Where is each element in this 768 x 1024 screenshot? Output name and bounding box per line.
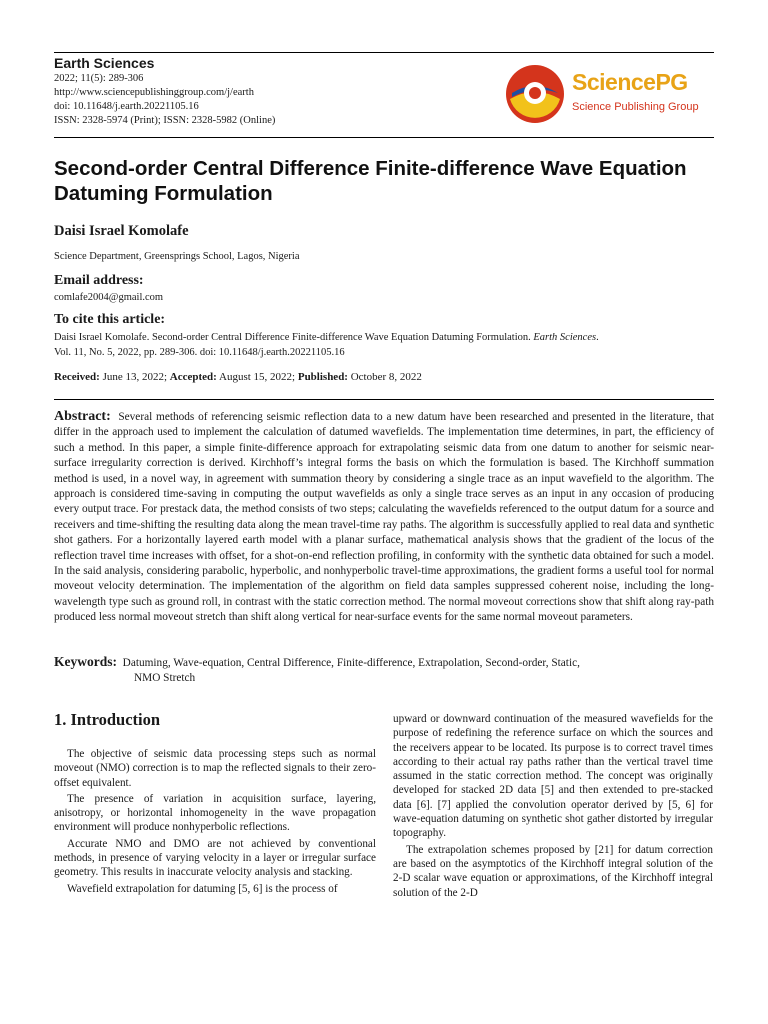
keywords-line2: NMO Stretch — [134, 672, 196, 684]
citation-line1-end: . — [596, 332, 599, 343]
abstract-rule — [54, 399, 714, 400]
article-author: Daisi Israel Komolafe — [54, 223, 189, 239]
journal-issn: ISSN: 2328-5974 (Print); ISSN: 2328-5982 (Online) — [54, 115, 276, 126]
body-paragraph: upward or downward continuation of the measured wavefields for the purpose of redefining the reference surface on which the sources and the receivers appear to be located. Its purpose is to correct travel times according to their actual ray paths rather than the vertical travel time assumed in the static correction method. The concept was originally developed for stacked 2D data [5] and then extended to pre-stacked data [6]. [7] applied the convolution operator derived by [5, 6] for wave-equation datuming on synthetic shot gather distorted by irregular topography. — [393, 713, 713, 840]
keywords-label: Keywords: — [54, 654, 117, 669]
article-dates — [54, 371, 422, 383]
body-column-left — [54, 710, 376, 896]
published-date: October 8, 2022 — [350, 371, 422, 383]
sciencepg-logo-mark-icon — [504, 63, 566, 125]
citation-journal: Earth Sciences — [533, 332, 597, 343]
journal-name: Earth Sciences — [54, 55, 155, 71]
article-title: Second-order Central Difference Finite-difference Wave Equation Datuming Formulation — [54, 157, 687, 205]
journal-url[interactable]: http://www.sciencepublishinggroup.com/j/earth — [54, 87, 254, 98]
header-rule-bottom — [54, 137, 714, 138]
accepted-label: Accepted: — [169, 371, 217, 383]
body-paragraph: The extrapolation schemes proposed by [21] for datum correction are based on the asymptotics of the Kirchhoff integral solution of the 2-D scalar wave equation or approximations, of the Kirchhoff integral solution of the 2-D — [393, 843, 713, 899]
logo-brand-name: SciencePG — [572, 69, 688, 95]
abstract-label: Abstract: — [54, 409, 111, 424]
received-label: Received: — [54, 371, 100, 383]
abstract — [54, 409, 714, 626]
citation-line1: Daisi Israel Komolafe. Second-order Central Difference Finite-difference Wave Equation Datuming Formulation. — [54, 332, 534, 343]
author-affiliation: Science Department, Greensprings School, Lagos, Nigeria — [54, 251, 300, 262]
keywords-line1: Datuming, Wave-equation, Central Difference, Finite-difference, Extrapolation, Second-order, Static, — [122, 657, 580, 669]
journal-doi: doi: 10.11648/j.earth.20221105.16 — [54, 101, 199, 112]
body-paragraph: Accurate NMO and DMO are not achieved by conventional methods, in presence of varying velocity in a layer or irregular surface geometry. This results in inaccurate velocity analysis and stacking. — [54, 837, 376, 879]
abstract-text: Several methods of referencing seismic reflection data to a new datum have been researched and presented in the literature, that differ in the approach used to implement the calculation of datumed wavefields. The implementation time determines, in part, the efficiency of such a method. In this paper, a simple finite-difference approach for extrapolating seismic data from one datum to another for seismic near-surface irregularity correction is derived. Kirchhoff’s integral forms the basis on which the formulation is based. The Kirchhoff summation method is used, in a novel way, in agreement with summation theory by considering a single trace as an input wavefield to the algorithm. The approach is considered time-saving in computing the output wavefields as only a single trace serves as an input in any occasion of producing every output trace. For prestack data, the method consists of two steps; calculating the wavefields referenced to the output datum for a source and receivers and time-shifting the resulting data along the mean travel-time ray paths. The algorithm is successfully applied to real data and synthetic shot gathers. For a horizontally layered earth model with a planar surface, mathematical analysis shows that the gradient of the locus of the reflection travel time increases with offset, for a shot-on-end reflection profiling, in conformity with the synthetic data obtained for such a model. In the said analysis, considering parabolic, hyperbolic, and nonhyperbolic travel-time approximations, the gradient forms a useful tool for normal moveout velocity determination. The implementation of the algorithm on field data samples suppressed coherent noise, including the long-wavelength type such as ground roll, in contrast with the static correction method. The normal moveout corrections show that shift along ray-path produced less normal moveout stretch than shift along vertical for near-surface events for the same normal moveout parameters. — [54, 411, 714, 624]
logo-subtitle: Science Publishing Group — [572, 101, 699, 113]
email-label: Email address: — [54, 273, 144, 288]
keywords — [54, 654, 714, 686]
header-rule-top — [54, 52, 714, 53]
section-heading-introduction: 1. Introduction — [54, 710, 161, 729]
body-paragraph: The presence of variation in acquisition surface, layering, anisotropy, or horizontal inhomogeneity in the wave propagation environment will produce nonhyperbolic reflections. — [54, 792, 376, 834]
cite-label: To cite this article: — [54, 312, 166, 327]
published-label: Published: — [297, 371, 348, 383]
body-paragraph: The objective of seismic data processing steps such as normal moveout (NMO) correction is to map the reflected signals to their zero-offset equivalent. — [54, 748, 376, 789]
citation-text — [54, 330, 714, 360]
received-date: June 13, 2022; — [102, 371, 168, 383]
email-address[interactable]: comlafe2004@gmail.com — [54, 292, 164, 303]
accepted-date: August 15, 2022; — [219, 371, 296, 383]
sciencepg-logo — [504, 63, 714, 125]
citation-line2: Vol. 11, No. 5, 2022, pp. 289-306. doi: 10.11648/j.earth.20221105.16 — [54, 347, 345, 358]
body-column-right — [393, 712, 713, 900]
body-paragraph: Wavefield extrapolation for datuming [5, 6] is the process of — [67, 882, 338, 895]
journal-issue: 2022; 11(5): 289-306 — [54, 73, 144, 84]
